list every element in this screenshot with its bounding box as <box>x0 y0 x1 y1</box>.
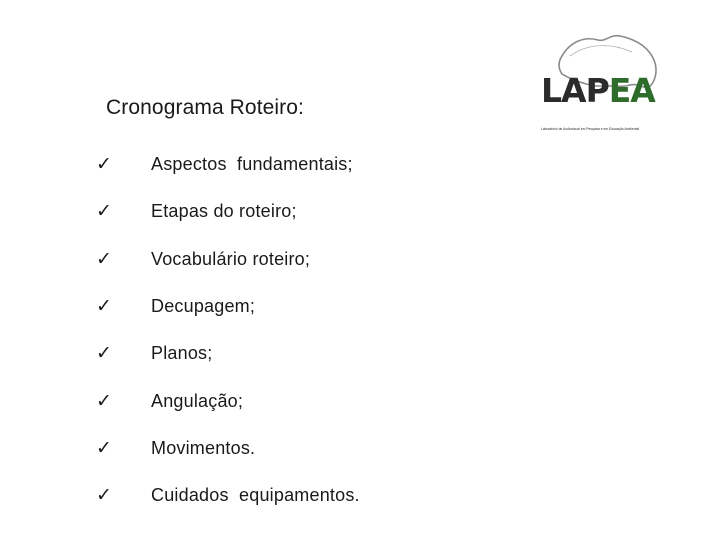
list-item-label: Cuidados equipamentos. <box>151 485 360 506</box>
logo-wordmark <box>541 71 655 110</box>
list-item <box>96 472 360 519</box>
checkmark-icon: ✓ <box>96 342 112 365</box>
checkmark-icon: ✓ <box>96 295 112 318</box>
checkmark-icon: ✓ <box>96 389 112 412</box>
list-item-label: Vocabulário roteiro; <box>151 248 311 269</box>
list-item <box>96 236 360 283</box>
logo-word-ea: EA <box>608 71 655 110</box>
list-item <box>96 425 360 472</box>
checkmark-icon: ✓ <box>96 436 112 459</box>
logo-word-lap: LAP <box>541 71 609 110</box>
lapea-logo <box>536 30 662 131</box>
list-item <box>96 188 360 235</box>
slide-title: Cronograma Roteiro: <box>106 96 304 119</box>
checkmark-icon: ✓ <box>96 247 112 270</box>
list-item <box>96 330 360 377</box>
list-item-label: Movimentos. <box>151 437 256 458</box>
logo-tagline: Laboratório de Audiovisual em Pesquisa e em Educação Ambiental <box>541 127 640 131</box>
list-item <box>96 141 360 188</box>
list-item-label: Etapas do roteiro; <box>151 201 297 222</box>
list-item <box>96 283 360 330</box>
list-item <box>96 377 360 424</box>
list-item-label: Angulação; <box>151 390 244 411</box>
checklist <box>96 141 360 519</box>
list-item-label: Planos; <box>151 343 213 364</box>
checkmark-icon: ✓ <box>96 484 112 507</box>
checkmark-icon: ✓ <box>96 153 112 176</box>
list-item-label: Aspectos fundamentais; <box>151 154 353 175</box>
list-item-label: Decupagem; <box>151 296 256 317</box>
checkmark-icon: ✓ <box>96 200 112 223</box>
